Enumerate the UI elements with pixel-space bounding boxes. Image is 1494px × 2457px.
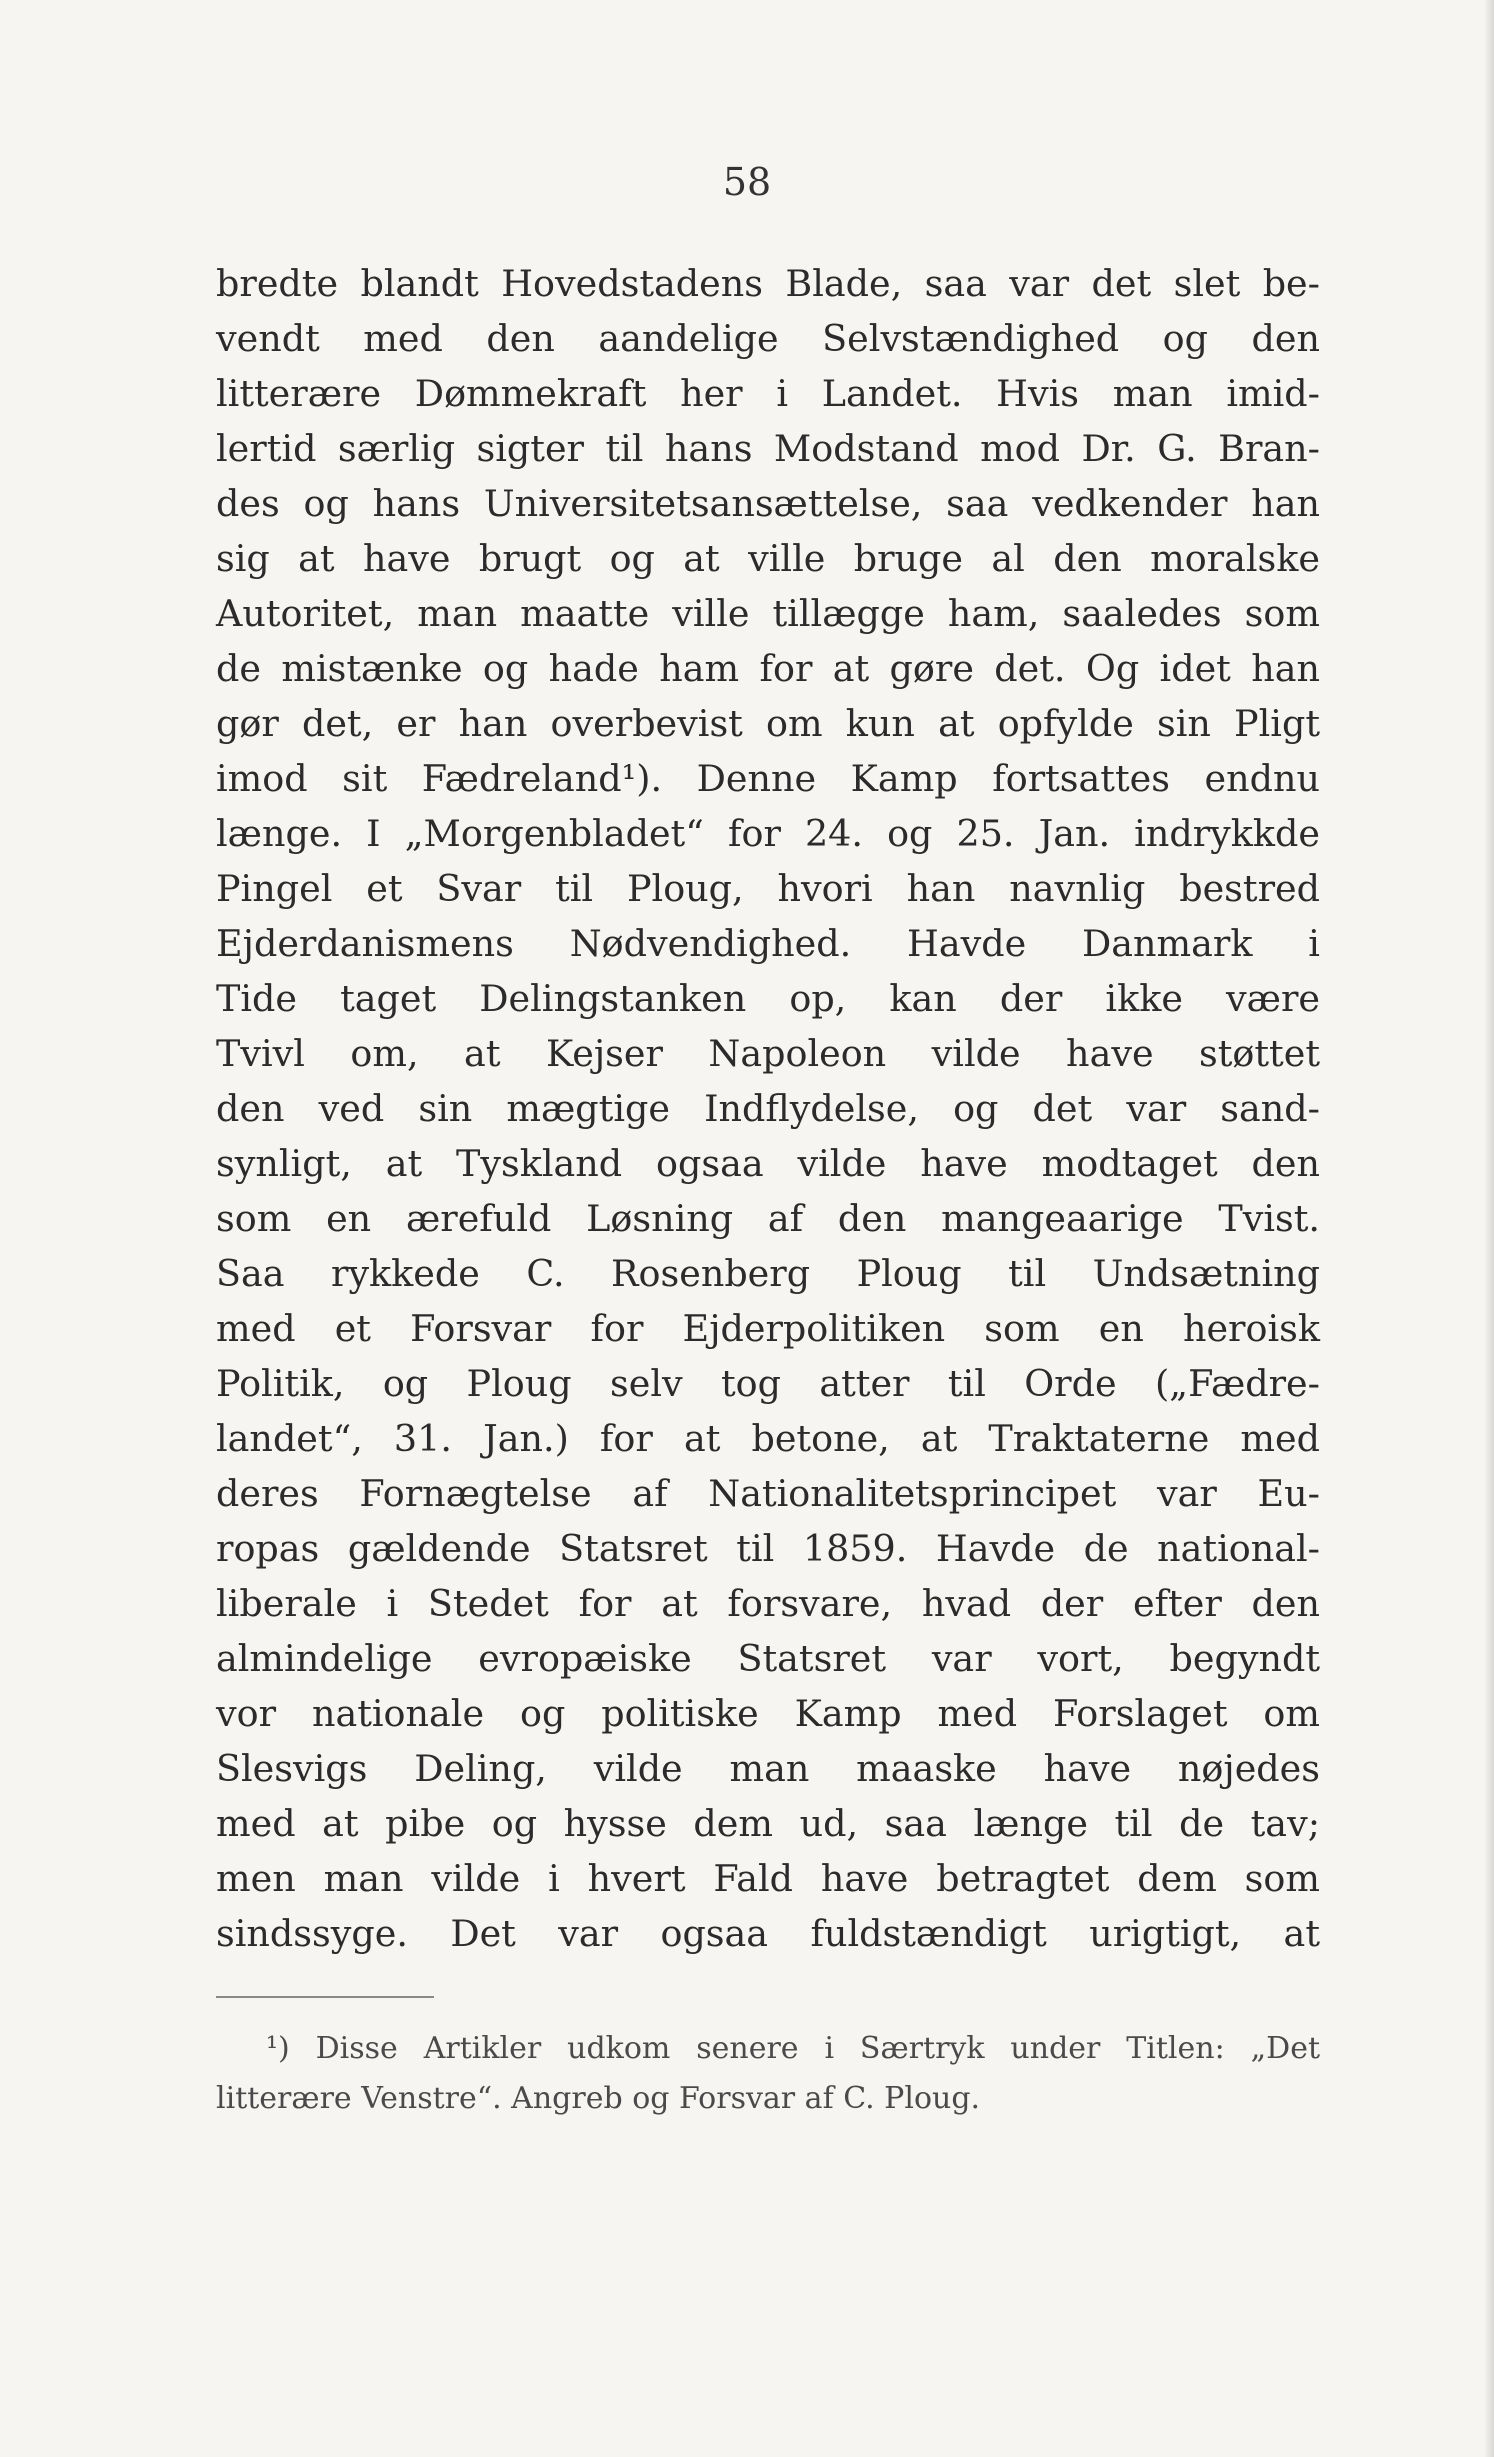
text-line: imod sit Fædreland¹). Denne Kamp fortsattes endnu [216, 757, 1320, 800]
text-line: ropas gældende Statsret til 1859. Havde de national- [216, 1527, 1320, 1570]
text-line: lertid særlig sigter til hans Modstand mod Dr. G. Bran- [216, 427, 1320, 470]
footnote-line: litterære Venstre“. Angreb og Forsvar af C. Ploug. [216, 2081, 981, 2116]
text-line: Saa rykkede C. Rosenberg Ploug til Undsætning [216, 1252, 1320, 1295]
footnote-line: ¹) Disse Artikler udkom senere i Særtryk under Titlen: „Det [266, 2031, 1320, 2066]
text-line: Pingel et Svar til Ploug, hvori han navnlig bestred [216, 867, 1320, 910]
text-line: med at pibe og hysse dem ud, saa længe til de tav; [216, 1802, 1320, 1845]
text-line: som en ærefuld Løsning af den mangeaarige Tvist. [216, 1197, 1320, 1240]
page-number: 58 [722, 160, 772, 204]
text-line: de mistænke og hade ham for at gøre det. Og idet han [216, 647, 1320, 690]
text-line: med et Forsvar for Ejderpolitiken som en heroisk [216, 1307, 1320, 1350]
text-line: vor nationale og politiske Kamp med Forslaget om [216, 1692, 1320, 1735]
text-line: Tvivl om, at Kejser Napoleon vilde have støttet [216, 1032, 1320, 1075]
text-line: Autoritet, man maatte ville tillægge ham, saaledes som [216, 592, 1320, 635]
body-text [216, 256, 1320, 1961]
text-line: almindelige evropæiske Statsret var vort, begyndt [216, 1637, 1320, 1680]
text-line: vendt med den aandelige Selvstændighed og den [216, 317, 1320, 360]
text-line: liberale i Stedet for at forsvare, hvad der efter den [216, 1582, 1320, 1625]
text-line: Politik, og Ploug selv tog atter til Orde („Fædre- [216, 1362, 1320, 1405]
text-line: synligt, at Tyskland ogsaa vilde have modtaget den [216, 1142, 1320, 1185]
text-line: længe. I „Morgenbladet“ for 24. og 25. Jan. indrykkde [216, 812, 1320, 855]
text-line: men man vilde i hvert Fald have betragtet dem som [216, 1857, 1320, 1900]
text-line: deres Fornægtelse af Nationalitetsprincipet var Eu- [216, 1472, 1320, 1515]
text-line: Slesvigs Deling, vilde man maaske have nøjedes [216, 1747, 1320, 1790]
text-line: des og hans Universitetsansættelse, saa vedkender han [216, 482, 1320, 525]
page-edge-shadow [1484, 0, 1494, 2457]
text-line: litterære Dømmekraft her i Landet. Hvis man imid- [216, 372, 1320, 415]
text-line: Tide taget Delingstanken op, kan der ikke være [216, 977, 1320, 1020]
text-line: landet“, 31. Jan.) for at betone, at Traktaterne med [216, 1417, 1320, 1460]
footnote [216, 2024, 1320, 2124]
text-line: den ved sin mægtige Indflydelse, og det var sand- [216, 1087, 1320, 1130]
text-line: sindssyge. Det var ogsaa fuldstændigt urigtigt, at [216, 1912, 1320, 1955]
footnote-divider [216, 1996, 434, 1998]
text-line: gør det, er han overbevist om kun at opfylde sin Pligt [216, 702, 1320, 745]
text-line: bredte blandt Hovedstadens Blade, saa var det slet be- [216, 262, 1320, 305]
text-line: sig at have brugt og at ville bruge al den moralske [216, 537, 1320, 580]
text-line: Ejderdanismens Nødvendighed. Havde Danmark i [216, 922, 1320, 965]
